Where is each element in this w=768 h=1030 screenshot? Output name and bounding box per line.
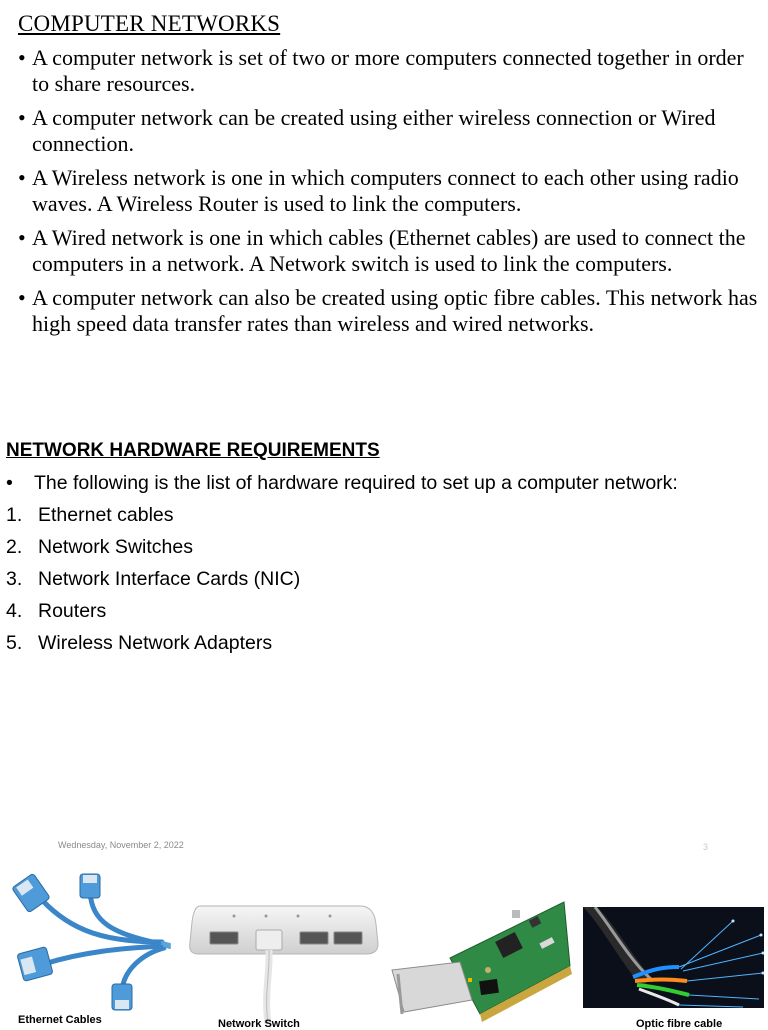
list-item bbox=[18, 165, 760, 217]
page-title: COMPUTER NETWORKS bbox=[18, 11, 281, 36]
network-interface-card-image bbox=[388, 896, 572, 1024]
ethernet-caption: Ethernet Cables bbox=[18, 1014, 102, 1026]
bullet-icon: • bbox=[6, 472, 13, 494]
bullet-icon: • bbox=[18, 165, 26, 190]
item-number: 5. bbox=[6, 632, 23, 654]
bullet-text: A Wired network is one in which cables (Ethernet cables) are used to connect the computers in a network. A Network switch is used to link the computers. bbox=[32, 225, 746, 276]
item-label: Routers bbox=[38, 600, 107, 622]
network-definition-list bbox=[18, 45, 760, 345]
item-label: Network Interface Cards (NIC) bbox=[38, 568, 301, 590]
item-number: 2. bbox=[6, 536, 23, 558]
item-number: 1. bbox=[6, 504, 23, 526]
item-label: Network Switches bbox=[38, 536, 193, 558]
list-item bbox=[18, 225, 760, 277]
slide-number: 3 bbox=[703, 842, 709, 852]
bullet-icon: • bbox=[18, 285, 26, 310]
optic-fibre-image bbox=[583, 907, 764, 1008]
list-item bbox=[18, 285, 760, 337]
section-title: NETWORK HARDWARE REQUIREMENTS bbox=[6, 440, 380, 461]
bullet-icon: • bbox=[18, 105, 26, 130]
bullet-text: A computer network can be created using either wireless connection or Wired connection. bbox=[32, 105, 716, 156]
ethernet-cables-image bbox=[12, 872, 172, 1024]
fibre-caption: Optic fibre cable bbox=[636, 1018, 723, 1030]
bullet-icon: • bbox=[18, 45, 26, 70]
list-item bbox=[18, 105, 760, 157]
slide-date: Wednesday, November 2, 2022 bbox=[58, 840, 184, 850]
item-label: Wireless Network Adapters bbox=[38, 632, 273, 654]
bullet-text: A computer network can also be created using optic fibre cables. This network has high speed data transfer rates than wireless and wired networks. bbox=[32, 285, 758, 336]
bullet-text: A Wireless network is one in which computers connect to each other using radio waves. A Wireless Router is used to link the computers. bbox=[32, 165, 739, 216]
list-item bbox=[18, 45, 760, 97]
switch-caption: Network Switch bbox=[218, 1018, 300, 1030]
item-number: 3. bbox=[6, 568, 23, 590]
intro-text: The following is the list of hardware required to set up a computer network: bbox=[34, 472, 678, 494]
bullet-text: A computer network is set of two or more computers connected together in order to share resources. bbox=[32, 45, 744, 96]
item-number: 4. bbox=[6, 600, 23, 622]
item-label: Ethernet cables bbox=[38, 504, 174, 526]
bullet-icon: • bbox=[18, 225, 26, 250]
network-switch-image bbox=[182, 884, 382, 1024]
